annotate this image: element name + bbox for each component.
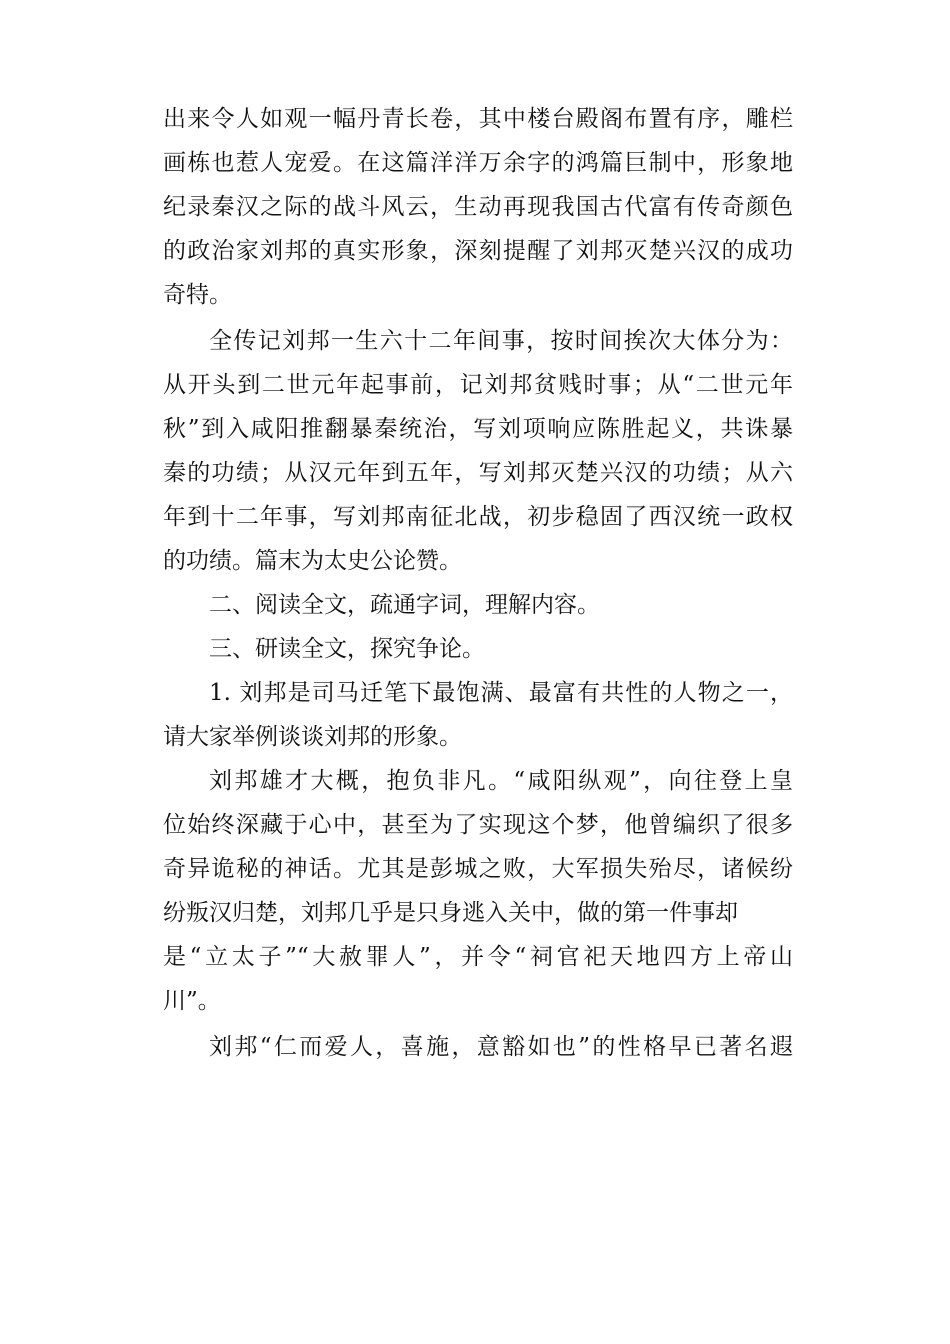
text-line: 从开头到二世元年起事前，记刘邦贫贱时事；从“二世元年 bbox=[163, 372, 793, 398]
paragraph-first-line: 刘邦雄才大概，抱负非凡。“咸阳纵观”，向往登上皇 bbox=[209, 768, 793, 794]
text-line: 奇异诡秘的神话。尤其是彭城之败，大军损失殆尽，诸候纷 bbox=[163, 856, 793, 882]
paragraph-first-line: 全传记刘邦一生六十二年间事，按时间挨次大体分为： bbox=[209, 328, 793, 354]
text-line: 位始终深藏于心中，甚至为了实现这个梦，他曾编织了很多 bbox=[163, 812, 793, 838]
text-line: 纪录秦汉之际的战斗风云，生动再现我国古代富有传奇颜色 bbox=[163, 194, 793, 220]
text-line: 纷叛汉归楚，刘邦几乎是只身逃入关中，做的第一件事却 bbox=[163, 900, 738, 926]
text-line: 的功绩。篇末为太史公论赞。 bbox=[163, 548, 462, 574]
question-line: 请大家举例谈谈刘邦的形象。 bbox=[163, 724, 462, 750]
text-line: 川”。 bbox=[163, 988, 221, 1014]
text-line: 秋”到入咸阳推翻暴秦统治，写刘项响应陈胜起义，共诛暴 bbox=[163, 416, 793, 442]
question-line: 1. 刘邦是司马迁笔下最饱满、最富有共性的人物之一， bbox=[209, 680, 793, 706]
text-line: 秦的功绩；从汉元年到五年，写刘邦灭楚兴汉的功绩；从六 bbox=[163, 460, 793, 486]
section-heading: 三、研读全文，探究争论。 bbox=[209, 636, 485, 662]
text-line: 的政治家刘邦的真实形象，深刻提醒了刘邦灭楚兴汉的成功 bbox=[163, 238, 793, 264]
text-line: 画栋也惹人宠爱。在这篇洋洋万余字的鸿篇巨制中，形象地 bbox=[163, 150, 793, 176]
section-heading: 二、阅读全文，疏通字词，理解内容。 bbox=[209, 592, 600, 618]
paragraph-first-line: 刘邦“仁而爱人，喜施，意豁如也”的性格早已著名遐 bbox=[209, 1034, 793, 1060]
text-line: 年到十二年事，写刘邦南征北战，初步稳固了西汉统一政权 bbox=[163, 504, 793, 530]
text-line: 是“立太子”“大赦罪人”，并令“祠官祀天地四方上帝山 bbox=[163, 944, 793, 970]
text-line: 出来令人如观一幅丹青长卷，其中楼台殿阁布置有序，雕栏 bbox=[163, 106, 793, 132]
text-line: 奇特。 bbox=[163, 282, 232, 308]
